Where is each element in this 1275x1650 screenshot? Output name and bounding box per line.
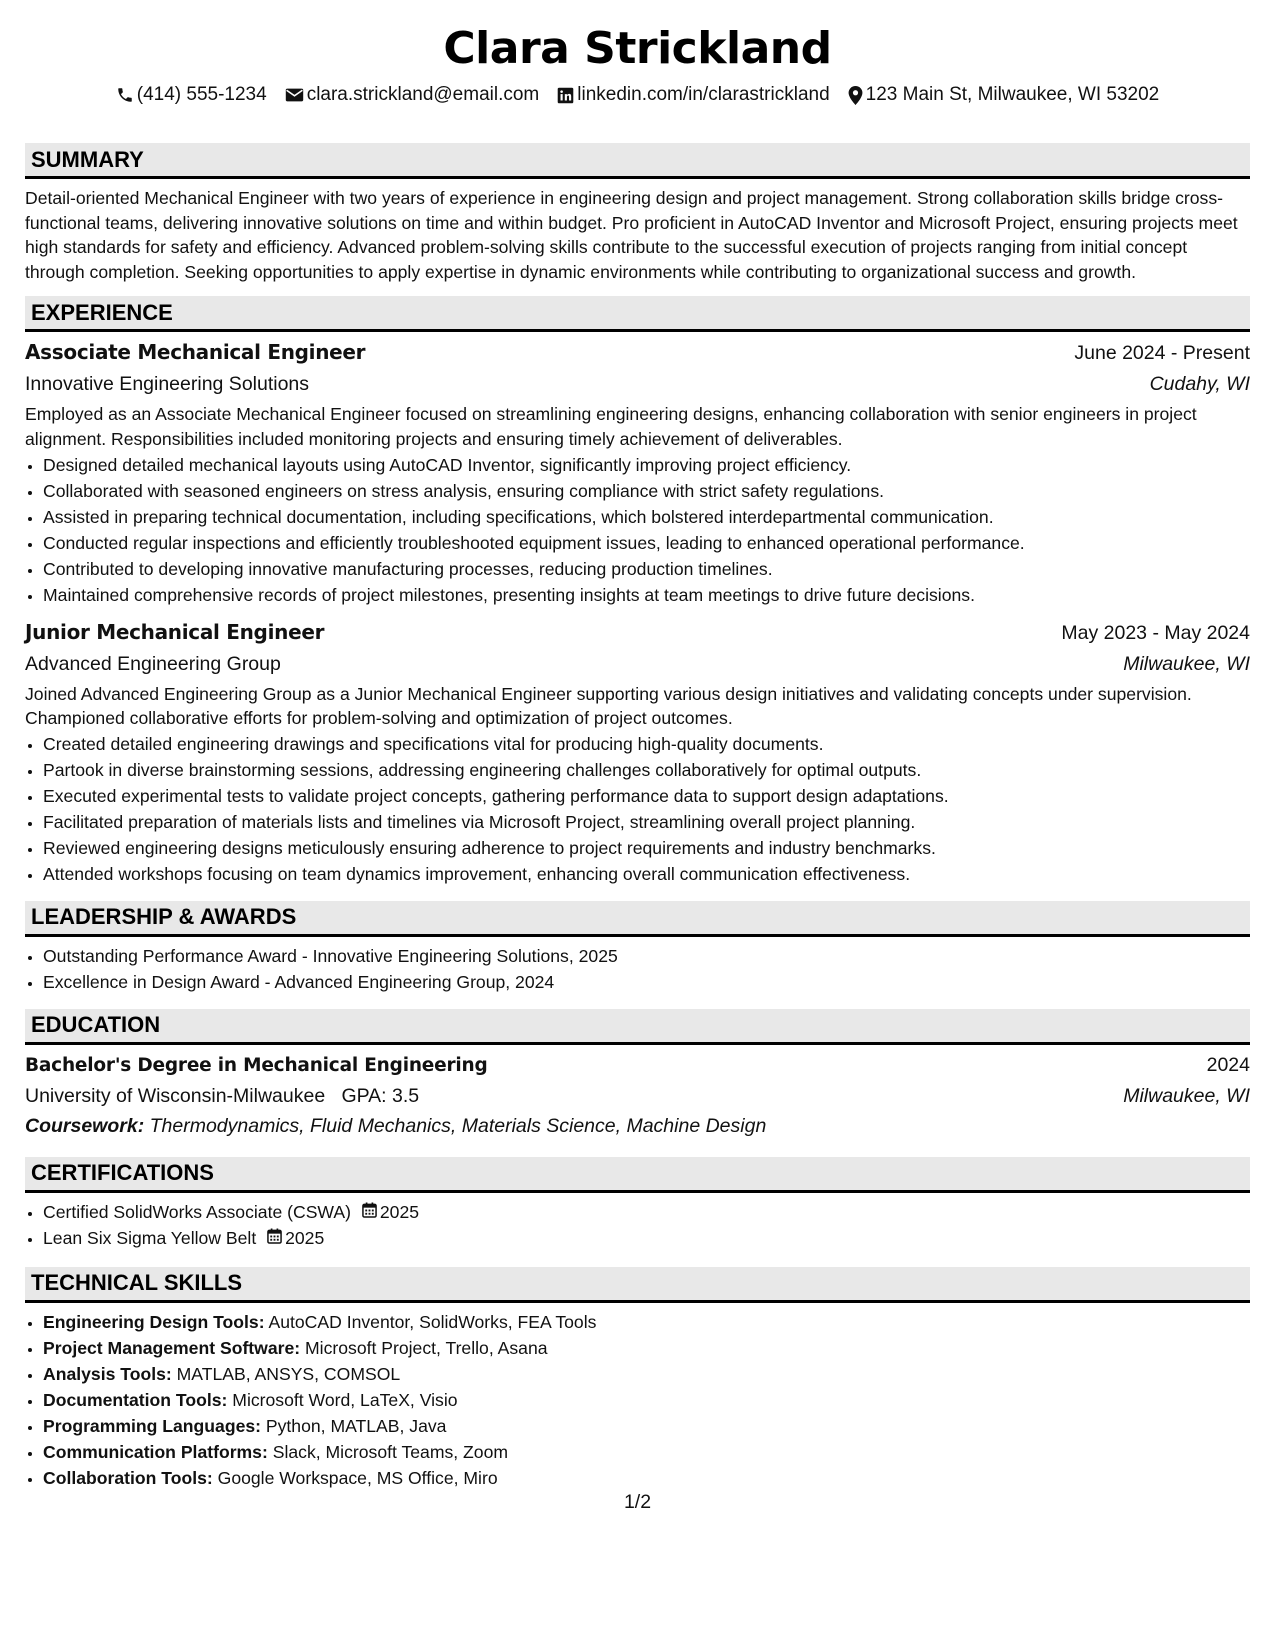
- job-title: Associate Mechanical Engineer: [25, 340, 366, 365]
- job-description: Joined Advanced Engineering Group as a Junior Mechanical Engineer supporting various design initiatives and validating concepts under supervision. Championed collaborative efforts for problem-solving and optimization of project outcomes.: [25, 683, 1192, 729]
- list-item: • Partook in diverse brainstorming sessions, addressing engineering challenges collaboratively for optimal outputs.: [43, 757, 1250, 783]
- list-item: • Reviewed engineering designs meticulously ensuring adherence to project requirements and industry benchmarks.: [43, 835, 1250, 861]
- awards-section: [25, 901, 1250, 995]
- job-company: Advanced Engineering Group: [25, 652, 281, 675]
- linkedin-icon: [557, 87, 574, 104]
- cert-name: Certified SolidWorks Associate (CSWA): [43, 1201, 351, 1222]
- gpa: GPA: 3.5: [341, 1084, 420, 1107]
- list-item: • Conducted regular inspections and efficiently troubleshooted equipment issues, leading to enhanced operational performance.: [43, 530, 1250, 556]
- education-section: [25, 1009, 1250, 1141]
- job-location: Milwaukee, WI: [1123, 652, 1250, 675]
- list-item: [43, 1361, 1250, 1387]
- skill-label: Collaboration Tools:: [43, 1467, 213, 1488]
- cert-date: [267, 1225, 324, 1251]
- skill-value: AutoCAD Inventor, SolidWorks, FEA Tools: [268, 1311, 597, 1332]
- education-heading: EDUCATION: [25, 1009, 1250, 1045]
- list-item: • Facilitated preparation of materials lists and timelines via Microsoft Project, streamlining overall project planning.: [43, 809, 1250, 835]
- skill-label: Project Management Software:: [43, 1337, 301, 1358]
- email-text: clara.strickland@email.com: [306, 84, 540, 105]
- cert-name: Lean Six Sigma Yellow Belt: [43, 1227, 257, 1248]
- list-item: • Executed experimental tests to validate project concepts, gathering performance data to support design adaptations.: [43, 783, 1250, 809]
- job-dates: May 2023 - May 2024: [1061, 621, 1250, 644]
- degree-title: Bachelor's Degree in Mechanical Engineering: [25, 1054, 488, 1076]
- skills-list: [25, 1309, 1250, 1491]
- list-item: [43, 1387, 1250, 1413]
- skill-label: Programming Languages:: [43, 1415, 261, 1436]
- list-item: • Assisted in preparing technical documentation, including specifications, which bolstered interdepartmental communication.: [43, 504, 1250, 530]
- phone-icon: [116, 86, 134, 104]
- job-bullets: [25, 452, 1250, 608]
- experience-section: [25, 296, 1250, 886]
- list-item: [43, 1335, 1250, 1361]
- job-location: Cudahy, WI: [1149, 373, 1250, 396]
- contact-address: [848, 84, 1160, 106]
- awards-list: [25, 943, 1250, 995]
- address-text: 123 Main St, Milwaukee, WI 53202: [865, 84, 1160, 105]
- list-item: [43, 1199, 1250, 1225]
- phone-text: (414) 555-1234: [136, 84, 267, 105]
- calendar-icon: [267, 1225, 282, 1251]
- list-item: [43, 1465, 1250, 1491]
- skill-value: Slack, Microsoft Teams, Zoom: [272, 1441, 509, 1462]
- contact-bar: [25, 80, 1250, 110]
- skill-label: Engineering Design Tools:: [43, 1311, 265, 1332]
- skill-label: Documentation Tools:: [43, 1389, 228, 1410]
- job-description: Employed as an Associate Mechanical Engineer focused on streamlining engineering designs, enhancing collaboration with senior engineers in project alignment. Responsibilities included monitoring projects and ensuring timely achievement of deliverables.: [25, 404, 1197, 449]
- list-item: • Attended workshops focusing on team dynamics improvement, enhancing overall communication effectiveness.: [43, 861, 1250, 887]
- resume-page: [25, 0, 1250, 1491]
- job-dates: June 2024 - Present: [1074, 342, 1250, 365]
- degree-year: 2024: [1206, 1053, 1250, 1076]
- linkedin-text: linkedin.com/in/clarastrickland: [577, 84, 830, 105]
- job-bullets: [25, 731, 1250, 887]
- contact-phone[interactable]: [116, 84, 267, 106]
- skill-value: MATLAB, ANSYS, COMSOL: [176, 1363, 401, 1384]
- map-pin-icon: [848, 86, 863, 105]
- skill-label: Communication Platforms:: [43, 1441, 268, 1462]
- skill-value: Python, MATLAB, Java: [265, 1415, 447, 1436]
- list-item: • Created detailed engineering drawings and specifications vital for producing high-quality documents.: [43, 731, 1250, 757]
- list-item: • Outstanding Performance Award - Innovative Engineering Solutions, 2025: [43, 943, 1250, 969]
- list-item: [43, 1439, 1250, 1465]
- page-number: 1/2: [623, 1491, 652, 1513]
- awards-heading: LEADERSHIP & AWARDS: [25, 901, 1250, 937]
- contact-linkedin[interactable]: [557, 84, 829, 106]
- skill-label: Analysis Tools:: [43, 1363, 172, 1384]
- contact-email[interactable]: [285, 84, 540, 106]
- summary-heading: SUMMARY: [25, 143, 1250, 179]
- summary-text: Detail-oriented Mechanical Engineer with two years of experience in engineering design and project management. Strong collaboration skills bridge cross-functional teams, delivering innovative solutions on time and within budget. Pro proficient in AutoCAD Inventor and Microsoft Project, ensuring projects meet high standards for safety and efficiency. Advanced problem-solving skills contribute to the successful execution of projects ranging from initial concept through completion. Seeking opportunities to apply expertise in dynamic environments while contributing to organizational success and growth.: [25, 188, 1238, 282]
- list-item: [43, 1225, 1250, 1251]
- cert-year: 2025: [285, 1227, 325, 1248]
- job-company: Innovative Engineering Solutions: [25, 373, 310, 396]
- school-name: University of Wisconsin-Milwaukee: [25, 1084, 326, 1107]
- envelope-icon: [285, 87, 304, 103]
- skill-value: Microsoft Project, Trello, Asana: [305, 1337, 548, 1358]
- list-item: • Collaborated with seasoned engineers on stress analysis, ensuring compliance with strict safety regulations.: [43, 478, 1250, 504]
- coursework: [25, 1111, 1250, 1141]
- job-entry-1: [25, 336, 1250, 607]
- summary-section: [25, 143, 1250, 284]
- list-item: [43, 1413, 1250, 1439]
- skill-value: Google Workspace, MS Office, Miro: [217, 1467, 498, 1488]
- coursework-list: Thermodynamics, Fluid Mechanics, Materials Science, Machine Design: [149, 1114, 767, 1137]
- certifications-heading: CERTIFICATIONS: [25, 1157, 1250, 1193]
- list-item: • Designed detailed mechanical layouts using AutoCAD Inventor, significantly improving project efficiency.: [43, 452, 1250, 478]
- candidate-name: Clara Strickland: [443, 23, 832, 74]
- school-line: [25, 1081, 419, 1111]
- job-title: Junior Mechanical Engineer: [25, 619, 325, 644]
- list-item: • Contributed to developing innovative manufacturing processes, reducing production timelines.: [43, 556, 1250, 582]
- experience-heading: EXPERIENCE: [25, 296, 1250, 332]
- skills-section: [25, 1267, 1250, 1491]
- skill-value: Microsoft Word, LaTeX, Visio: [232, 1389, 458, 1410]
- coursework-label: Coursework:: [25, 1114, 145, 1137]
- list-item: • Maintained comprehensive records of project milestones, presenting insights at team meetings to drive future decisions.: [43, 582, 1250, 608]
- calendar-icon: [362, 1199, 377, 1225]
- cert-year: 2025: [379, 1201, 420, 1222]
- job-entry-2: [25, 616, 1250, 887]
- cert-date: [362, 1199, 419, 1225]
- skills-heading: TECHNICAL SKILLS: [25, 1267, 1250, 1303]
- list-item: • Excellence in Design Award - Advanced Engineering Group, 2024: [43, 969, 1250, 995]
- certifications-list: [25, 1199, 1250, 1251]
- school-location: Milwaukee, WI: [1123, 1084, 1250, 1107]
- certifications-section: [25, 1157, 1250, 1251]
- list-item: [43, 1309, 1250, 1335]
